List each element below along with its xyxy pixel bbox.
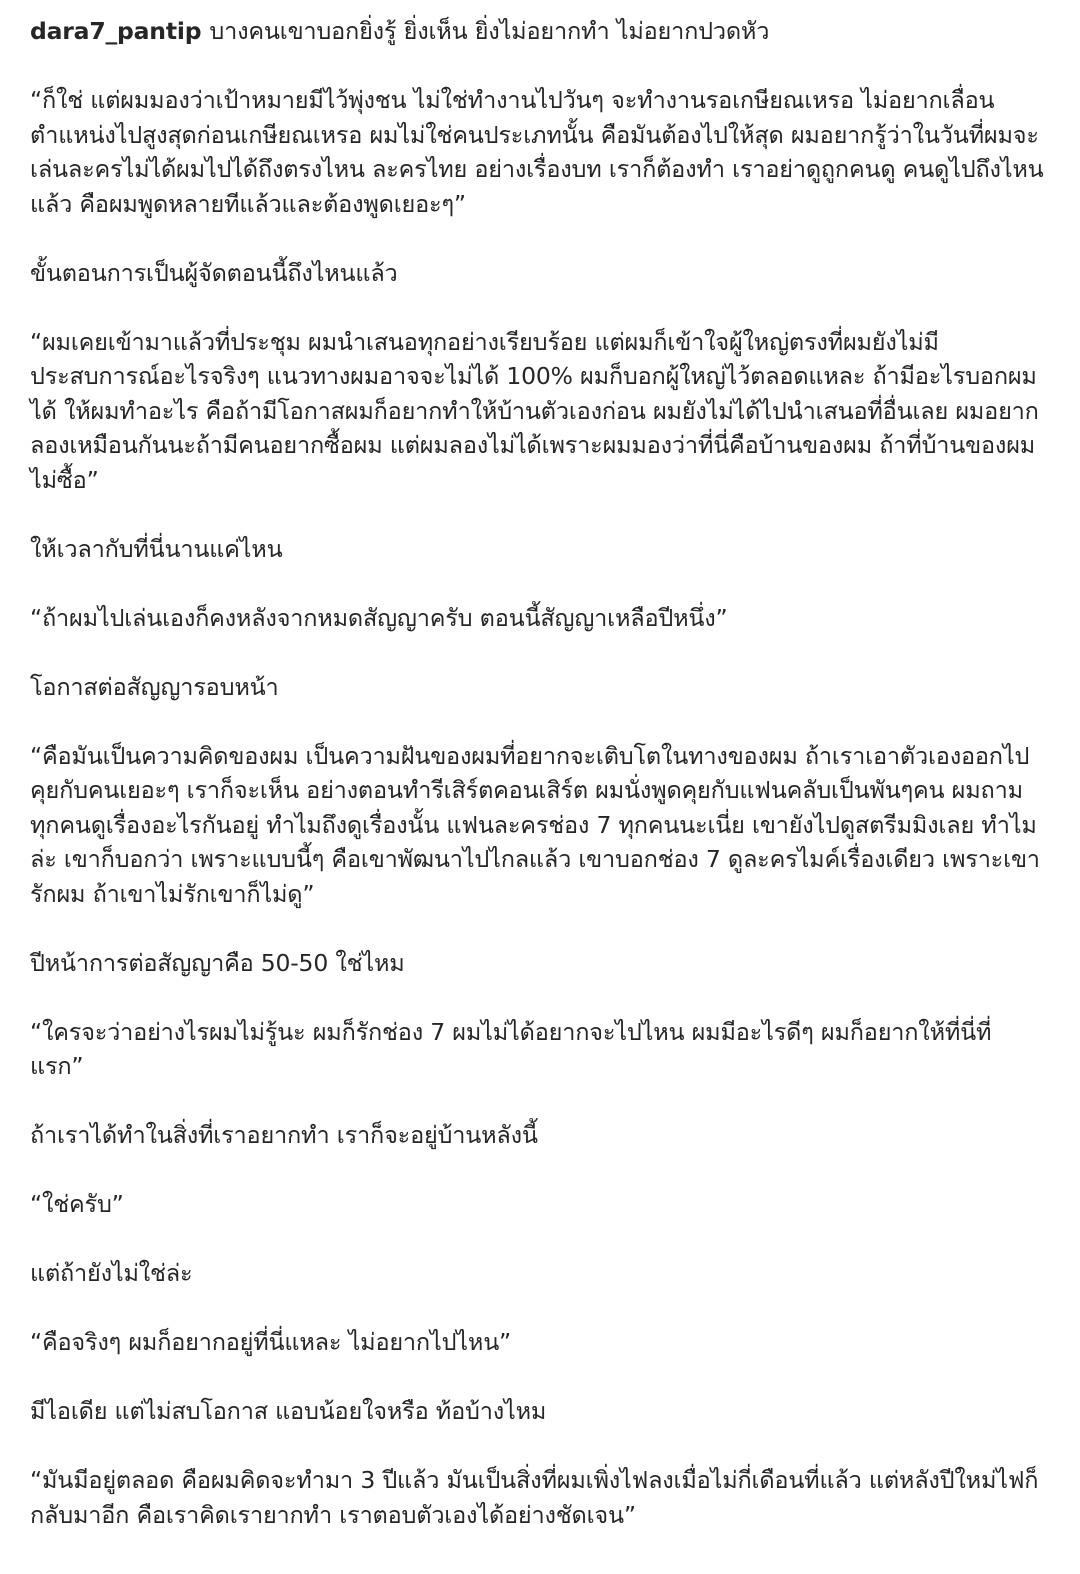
caption-first-line <box>30 14 1044 49</box>
caption-paragraph: “ผมเคยเข้ามาแล้วที่ประชุม ผมนำเสนอทุกอย่างเรียบร้อย แต่ผมก็เข้าใจผู้ใหญ่ตรงที่ผมยังไม่มีประสบการณ์อะไรจริงๆ แนวทางผมอาจจะไม่ได้ 100% ผมก็บอกผู้ใหญ่ไว้ตลอดแหละ ถ้ามีอะไรบอกผมได้ ให้ผมทำอะไร คือถ้ามีโอกาสผมก็อยากทำให้บ้านตัวเองก่อน ผมยังไม่ได้ไปนำเสนอที่อื่นเลย ผมอยากลองเหมือนกันนะถ้ามีคนอยากซื้อผม แต่ผมลองไม่ได้เพราะผมมองว่าที่นี่คือบ้านของผม ถ้าที่บ้านของผมไม่ซื้อ” <box>30 327 1039 494</box>
caption-paragraph: ขั้นตอนการเป็นผู้จัดตอนนี้ถึงไหนแล้ว <box>30 258 398 287</box>
caption-paragraph: “ถ้าผมไปเล่นเองก็คงหลังจากหมดสัญญาครับ ตอนนี้สัญญาเหลือปีหนึ่ง” <box>30 603 728 632</box>
caption-paragraph: ให้เวลากับที่นี่นานแค่ไหน <box>30 534 283 563</box>
caption-paragraph: “มันมีอยู่ตลอด คือผมคิดจะทำมา 3 ปีแล้ว มันเป็นสิ่งที่ผมเพิ่งไฟลงเมื่อไม่กี่เดือนที่แล้ว แต่หลังปีใหม่ไฟก็กลับมาอีก คือเราคิดเรายากทำ เราตอบตัวเองได้อย่างชัดเจน” <box>30 1466 1039 1529</box>
caption-paragraph: “ใช่ครับ” <box>30 1190 124 1218</box>
caption-paragraph: “ใครจะว่าอย่างไรผมไม่รู้นะ ผมก็รักช่อง 7 ผมไม่ได้อยากจะไปไหน ผมมีอะไรดีๆ ผมก็อยากให้ที่นี่ที่แรก” <box>30 1017 992 1080</box>
caption-paragraph: ปีหน้าการต่อสัญญาคือ 50-50 ใช่ไหม <box>30 948 405 977</box>
username-link[interactable]: dara7_pantip <box>30 17 202 45</box>
caption-paragraph: ถ้าเราได้ทำในสิ่งที่เราอยากทำ เราก็จะอยู่บ้านหลังนี้ <box>30 1121 538 1149</box>
caption-paragraph: “คือมันเป็นความคิดของผม เป็นความฝันของผมที่อยากจะเติบโตในทางของผม ถ้าเราเอาตัวเองออกไปคุยกับคนเยอะๆ เราก็จะเห็น อย่างตอนทำรีเสิร์ตคอนเสิร์ต ผมนั่งพูดคุยกับแฟนคลับเป็นพันๆคน ผมถามทุกคนดูเรื่องอะไรกันอยู่ ทำไมถึงดูเรื่องนั้น แฟนละครช่อง 7 ทุกคนนะเนี่ย เขายังไปดูสตรีมมิงเลย ทำไมล่ะ เขาก็บอกว่า เพราะแบบนี้ๆ คือเขาพัฒนาไปไกลแล้ว เขาบอกช่อง 7 ดูละครไมค์เรื่องเดียว เพราะเขารักผม ถ้าเขาไม่รักเขาก็ไม่ดู” <box>30 741 1040 908</box>
caption-paragraph: “คือจริงๆ ผมก็อยากอยู่ที่นี่แหละ ไม่อยากไปไหน” <box>30 1328 512 1356</box>
caption-paragraph: โอกาสต่อสัญญารอบหน้า <box>30 672 279 701</box>
caption-paragraph: แต่ถ้ายังไม่ใช่ล่ะ <box>30 1259 193 1287</box>
caption-paragraph: “ก็ใช่ แต่ผมมองว่าเป้าหมายมีไว้พุ่งชน ไม่ใช่ทำงานไปวันๆ จะทำงานรอเกษียณเหรอ ไม่อยากเลื่อนตำแหน่งไปสูงสุดก่อนเกษียณเหรอ ผมไม่ใช่คนประเภทนั้น คือมันต้องไปให้สุด ผมอยากรู้ว่าในวันที่ผมจะเล่นละครไม่ได้ผมไปได้ถึงตรงไหน ละครไทย อย่างเรื่องบท เราก็ต้องทำ เราอย่าดูถูกคนดู คนดูไปถึงไหนแล้ว คือผมพูดหลายทีแล้วและต้องพูดเยอะๆ” <box>30 86 1044 218</box>
caption-paragraph: มีไอเดีย แต่ไม่สบโอกาส แอบน้อยใจหรือ ท้อบ้างไหม <box>30 1397 547 1425</box>
caption-intro-text: บางคนเขาบอกยิ่งรู้ ยิ่งเห็น ยิ่งไม่อยากทำ ไม่อยากปวดหัว <box>209 17 770 45</box>
